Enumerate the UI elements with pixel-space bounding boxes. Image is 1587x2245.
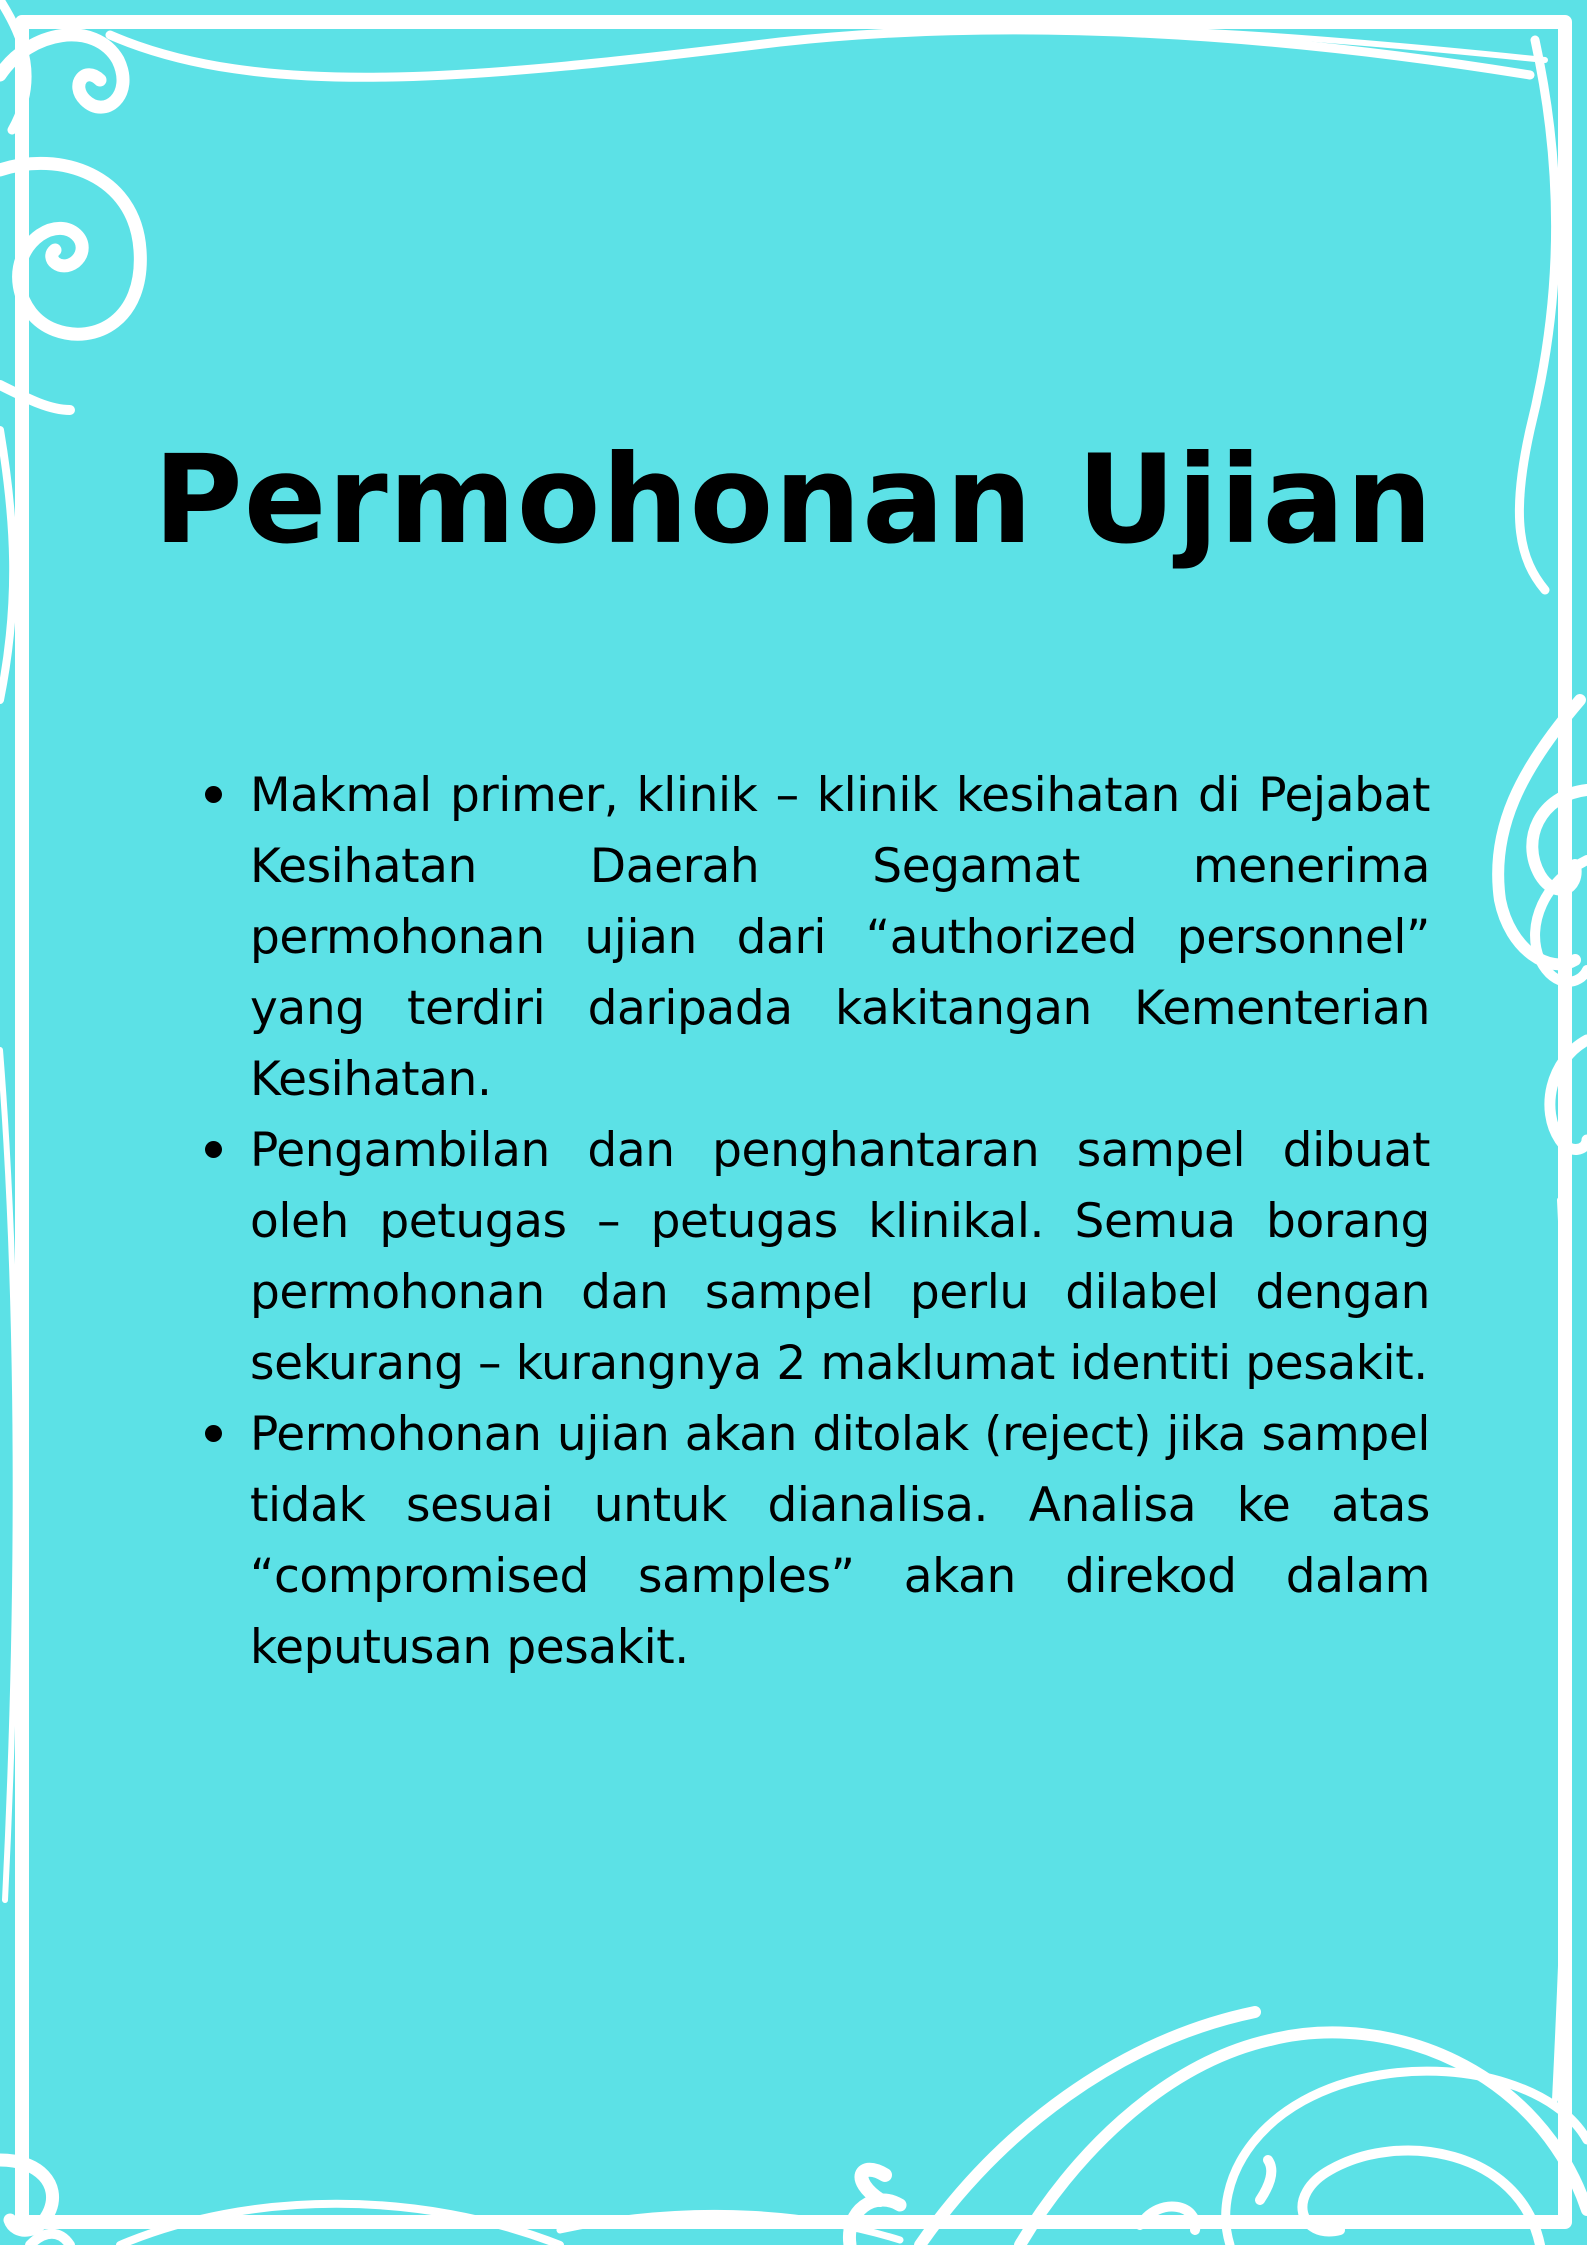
bullet-text: Permohonan ujian akan ditolak (reject) jika sampel tidak sesuai untuk dianalisa. Analisa ke atas “compromised samples” akan direkod dalam keputusan pesakit. bbox=[250, 1407, 1430, 1675]
bullet-dot-icon bbox=[205, 1141, 222, 1158]
bullet-text: Makmal primer, klinik – klinik kesihatan di Pejabat Kesihatan Daerah Segamat menerima permohonan ujian dari “authorized personnel” yang terdiri daripada kakitangan Kementerian Kesihatan. bbox=[250, 768, 1430, 1107]
list-item bbox=[250, 760, 1430, 1115]
list-item bbox=[250, 1399, 1430, 1683]
top-swoosh bbox=[110, 30, 1530, 77]
left-spiral bbox=[0, 163, 140, 334]
page-title: Permohonan Ujian bbox=[153, 429, 1434, 571]
bullet-text: Pengambilan dan penghantaran sampel dibuat oleh petugas – petugas klinikal. Semua borang permohonan dan sampel perlu dilabel dengan sekurang – kurangnya 2 maklumat identiti pesakit. bbox=[250, 1123, 1430, 1391]
bottom-left-curl bbox=[0, 2160, 53, 2230]
bullet-dot-icon bbox=[205, 1425, 222, 1442]
bullet-list bbox=[250, 760, 1430, 1683]
list-item bbox=[250, 1115, 1430, 1399]
bottom-spiral bbox=[1302, 2151, 1540, 2245]
bullet-dot-icon bbox=[205, 786, 222, 803]
bottom-right-curl bbox=[920, 2012, 1255, 2245]
top-left-curl bbox=[0, 35, 123, 107]
right-spiral bbox=[1532, 790, 1587, 889]
